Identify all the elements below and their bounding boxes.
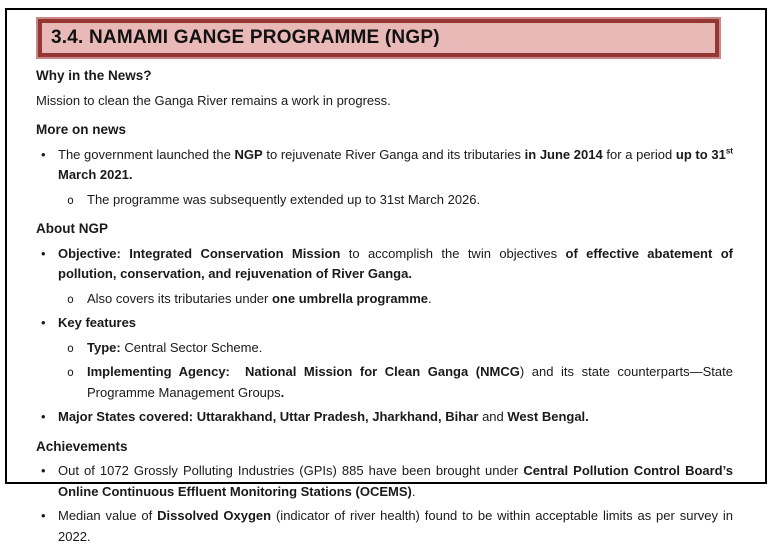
bullet-item (36, 244, 733, 285)
text-run: Dissolved Oxygen (157, 508, 272, 523)
section-title-box (38, 19, 719, 57)
bullet-item (36, 362, 733, 403)
text-run: . (280, 384, 285, 400)
disc-bullet-marker: • (41, 315, 46, 330)
bullet-item (36, 338, 733, 359)
text-run: st (725, 146, 733, 156)
text-run: one umbrella programme (271, 290, 429, 306)
bullet-item (36, 145, 733, 186)
disc-bullet-marker: • (41, 245, 46, 261)
text-run: Major States covered: Uttarakhand, Uttar Pradesh, Jharkhand, Bihar (58, 409, 479, 424)
disc-bullet-marker: • (41, 146, 46, 162)
text-run: Type: (87, 339, 121, 355)
section-heading: More on news (36, 122, 127, 137)
text-run: Objective: Integrated Conservation Mission (58, 245, 341, 261)
text-run: of effective abatement of pollution, conservation, and rejuvenation of River Ganga. (58, 245, 733, 281)
text-run: Key features (58, 315, 137, 330)
disc-bullet-marker: • (41, 409, 46, 424)
text-runs (58, 246, 733, 282)
section-heading: About NGP (36, 221, 108, 236)
section-title: 3.4. NAMAMI GANGE PROGRAMME (NGP) (51, 27, 440, 48)
text-run: to accomplish the twin objectives (340, 245, 566, 261)
bullet-item (36, 313, 733, 334)
text-runs (58, 147, 733, 183)
text-runs (58, 508, 733, 544)
text-run: (indicator of river health) found to be within acceptable limits as per survey in 2022. (58, 508, 733, 544)
section-heading: Achievements (36, 438, 128, 454)
text-runs (87, 192, 480, 207)
bullet-item (36, 289, 733, 310)
text-run: . (411, 483, 416, 499)
text-run: Mission to clean the Ganga River remains a work in progress. (36, 92, 391, 108)
text-run: . (428, 290, 432, 306)
text-run: Central Pollution Control Board’s Online Continuous Effluent Monitoring Stations (OCEMS) (58, 463, 733, 499)
text-runs (58, 315, 136, 330)
text-run: Out of 1072 Grossly Polluting Industries (GPIs) 885 have been brought under (58, 463, 524, 478)
text-run: and (478, 409, 508, 424)
page-frame (5, 8, 767, 544)
text-run: Median value of (58, 508, 158, 523)
text-runs (58, 463, 733, 499)
text-run: The government launched the (58, 146, 235, 162)
text-runs (58, 409, 589, 424)
paragraph (36, 91, 733, 112)
document-body (36, 66, 733, 547)
text-run: ) and its state counterparts—State Programme Management Groups (87, 364, 733, 400)
text-run: Also covers its tributaries under (87, 290, 272, 306)
text-run: March 2021. (58, 167, 133, 182)
circle-bullet-marker: o (67, 365, 74, 379)
circle-bullet-marker: o (67, 192, 74, 207)
bullet-item (36, 407, 733, 428)
text-runs (87, 340, 262, 355)
text-runs (87, 291, 432, 306)
disc-bullet-marker: • (41, 463, 46, 478)
text-run: in June 2014 (524, 146, 603, 162)
text-run: for a period (602, 146, 676, 162)
text-runs (36, 93, 391, 108)
text-run: West Bengal. (507, 409, 589, 424)
section-heading: Why in the News? (36, 68, 152, 83)
text-run: NGP (234, 146, 263, 162)
text-run: Central Sector Scheme. (120, 339, 263, 355)
text-run: The programme was subsequently extended up to 31st March 2026. (87, 191, 481, 207)
circle-bullet-marker: o (67, 340, 74, 355)
disc-bullet-marker: • (41, 508, 46, 523)
bullet-item (36, 190, 733, 211)
bullet-item (36, 461, 733, 502)
text-run: up to 31 (675, 146, 726, 162)
circle-bullet-marker: o (67, 291, 74, 306)
text-run: to rejuvenate River Ganga and its tributaries (262, 146, 525, 162)
text-runs (87, 364, 733, 400)
text-run: Implementing Agency: National Mission for Clean Ganga (NMCG (87, 364, 520, 379)
bullet-item (36, 506, 733, 547)
